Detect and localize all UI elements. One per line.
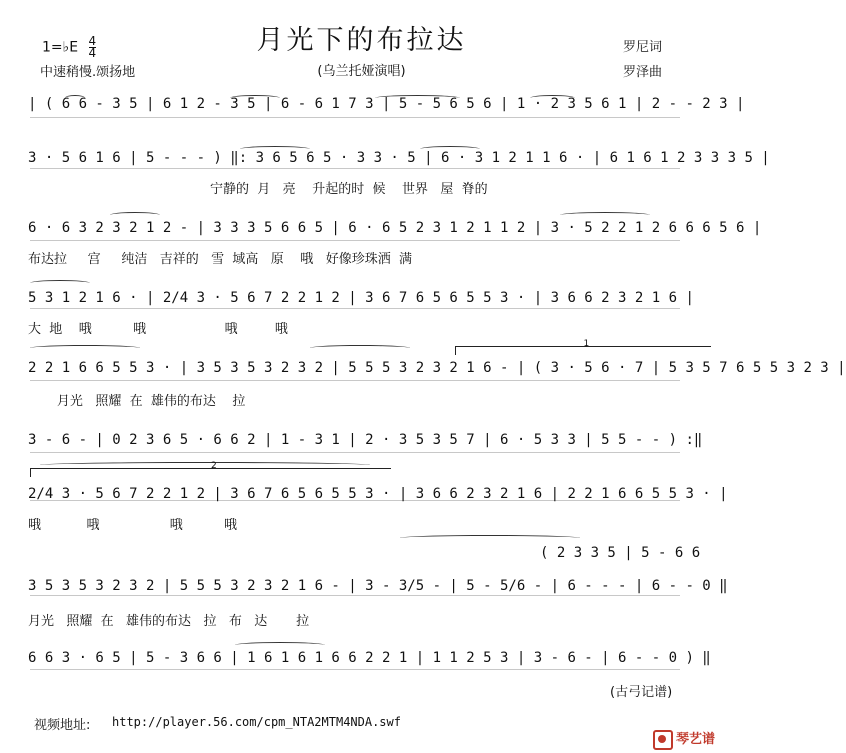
brand-logo-icon (653, 730, 673, 750)
score-row-lyrics: 月光 照耀 在 雄伟的布达 拉 布 达 拉 (28, 614, 310, 629)
video-address-label: 视频地址: (34, 718, 91, 733)
site-brand[interactable] (653, 728, 715, 750)
score-row-lyrics: 月光 照耀 在 雄伟的布达 拉 (28, 394, 246, 409)
composer: 罗泽曲 (623, 65, 663, 80)
lyricist: 罗尼词 (623, 40, 663, 55)
score-row-lyrics: 宁静的 月 亮 升起的时 候 世界 屋 脊的 (210, 182, 488, 197)
score-row-lyrics: 大 地 哦 哦 哦 哦 (28, 322, 288, 337)
score-row-notes: 2/4 3 · 5 6 7 2 2 1 2 | 3 6 7 6 5 6 5 5 3 · | 3 6 6 2 3 2 1 6 | 2 2 1 6 6 5 5 3 · | (28, 486, 728, 502)
notation-credit: (古弓记谱) (610, 685, 673, 700)
tempo-marking: 中速稍慢.颂扬地 (40, 65, 136, 80)
score-row-notes: | ( 6 6 - 3 5 | 6 1 2 - 3 5 | 6 - 6 1 7 3 | 5 - 5 6 5 6 | 1 · 2 3 5 6 1 | 2 - - 2 3 | (28, 96, 745, 112)
score-row-lyrics: 布达拉 宫 纯洁 吉祥的 雪 域高 原 哦 好像珍珠洒 满 (28, 252, 412, 267)
score-row-notes: 6 6 3 · 6 5 | 5 - 3 6 6 | 1 6 1 6 1 6 6 2 2 1 | 1 1 2 5 3 | 3 - 6 - | 6 - - 0 ) ‖ (28, 650, 711, 666)
time-signature (89, 36, 97, 59)
song-title: 月光下的布拉达 (256, 25, 467, 56)
brand-name: 琴艺谱 (675, 732, 715, 747)
score-row-lyrics: 哦 哦 哦 哦 (28, 518, 238, 533)
score-row-notes: 5 3 1 2 1 6 · | 2/4 3 · 5 6 7 2 2 1 2 | 3 6 7 6 5 6 5 5 3 · | 3 6 6 2 3 2 1 6 | (28, 290, 694, 306)
score-row-notes: 6 · 6 3 2 3 2 1 2 - | 3 3 3 5 6 6 5 | 6 · 6 5 2 3 1 2 1 1 2 | 3 · 5 2 2 1 2 6 6 6 5 6 | (28, 220, 762, 236)
video-address-url[interactable]: http://player.56.com/cpm_NTA2MTM4NDA.swf (112, 715, 401, 729)
time-top: 4 (88, 34, 97, 48)
score-row-notes: 2 2 1 6 6 5 5 3 · | 3 5 3 5 3 2 3 2 | 5 5 5 3 2 3 2 1 6 - | ( 3 · 5 6 · 7 | 5 3 5 7 6 5 5 3 2 3 | (28, 360, 846, 376)
key-label: 1=♭E (42, 39, 79, 56)
song-subtitle: (乌兰托娅演唱) (317, 64, 406, 79)
score-row-notes: ( 2 3 3 5 | 5 - 6 6 (540, 545, 701, 561)
time-bottom: 4 (88, 46, 97, 60)
score-row-notes: 3 - 6 - | 0 2 3 6 5 · 6 6 2 | 1 - 3 1 | 2 · 3 5 3 5 7 | 6 · 5 3 3 | 5 5 - - ) :‖ (28, 432, 703, 448)
key-signature (42, 36, 96, 59)
score-row-notes: 3 5 3 5 3 2 3 2 | 5 5 5 3 2 3 2 1 6 - | 3 - 3/5 - | 5 - 5/6 - | 6 - - - | 6 - - 0 ‖ (28, 578, 728, 594)
score-row-notes: 3 · 5 6 1 6 | 5 - - - ) ‖: 3 6 5 6 5 · 3 3 · 5 | 6 · 3 1 2 1 1 6 · | 6 1 6 1 2 3 3 3 5 | (28, 150, 770, 166)
